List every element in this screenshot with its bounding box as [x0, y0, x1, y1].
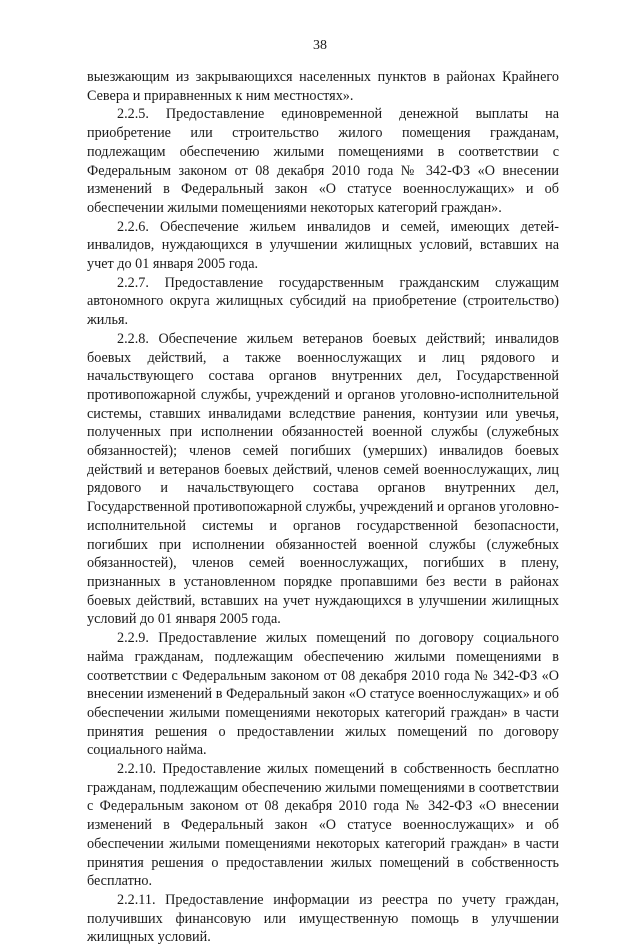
paragraph-2-2-5: 2.2.5. Предоставление единовременной денежной выплаты на приобретение или строительство жилого помещения гражданам, подлежащим обеспечению жилыми помещениями в соответствии с Федеральным законом от 08 декабря 2010 года № 342-ФЗ «О внесении изменений в Федеральный закон «О статусе военнослужащих» и об обеспечении жилыми помещениями некоторых категорий граждан».	[87, 106, 559, 216]
paragraph-2-2-6: 2.2.6. Обеспечение жильем инвалидов и семей, имеющих детей-инвалидов, нуждающихся в улучшении жилищных условий, вставших на учет до 01 января 2005 года.	[87, 218, 559, 273]
paragraph-continuation: выезжающим из закрывающихся населенных пунктов в районах Крайнего Севера и приравненных к ним местностях».	[87, 69, 559, 104]
paragraph-2-2-7: 2.2.7. Предоставление государственным гражданским служащим автономного округа жилищных субсидий на приобретение (строительство) жилья.	[87, 274, 559, 329]
paragraph-2-2-10: 2.2.10. Предоставление жилых помещений в собственность бесплатно гражданам, подлежащим обеспечению жилыми помещениями в соответствии с Федеральным законом от 08 декабря 2010 года № 342-ФЗ «О внесении изменений в Федеральный закон «О статусе военнослужащих» и об обеспечении жилыми помещениями некоторых категорий граждан» в части принятия решения о предоставлении жилых помещений в собственность бесплатно.	[87, 761, 559, 890]
page-number: 38	[313, 38, 327, 53]
paragraph-2-2-9: 2.2.9. Предоставление жилых помещений по договору социального найма гражданам, подлежащим обеспечению жилыми помещениями в соответствии с Федеральным законом от 08 декабря 2010 года № 342-ФЗ «О внесении изменений в Федеральный закон «О статусе военнослужащих» и об обеспечении жилыми помещениями некоторых категорий граждан» в части принятия решения о предоставлении жилых помещений по договору социального найма.	[87, 630, 559, 759]
paragraph-2-2-11: 2.2.11. Предоставление информации из реестра по учету граждан, получивших финансовую или имущественную помощь в улучшении жилищных условий.	[87, 891, 559, 946]
paragraph-2-2-8: 2.2.8. Обеспечение жильем ветеранов боевых действий; инвалидов боевых действий, а также военнослужащих и лиц рядового и начальствующего состава органов внутренних дел, Государственной противопожарной службы, учреждений и органов уголовно-исполнительной системы, ставших инвалидами вследствие ранения, контузии или увечья, полученных при исполнении обязанностей военной службы (служебных обязанностей); членов семей погибших (умерших) инвалидов боевых действий и ветеранов боевых действий, членов семей военнослужащих, лиц рядового и начальствующего состава органов внутренних дел, Государственной противопожарной службы, учреждений и органов уголовно-исполнительной системы и органов государственной безопасности, погибших при исполнении обязанностей военной службы (служебных обязанностей), членов семей военнослужащих, погибших в плену, признанных в установленном порядке пропавшими без вести в районах боевых действий, вставших на учет нуждающихся в улучшении жилищных условий до 01 января 2005 года.	[87, 330, 559, 628]
document-body	[87, 68, 559, 947]
